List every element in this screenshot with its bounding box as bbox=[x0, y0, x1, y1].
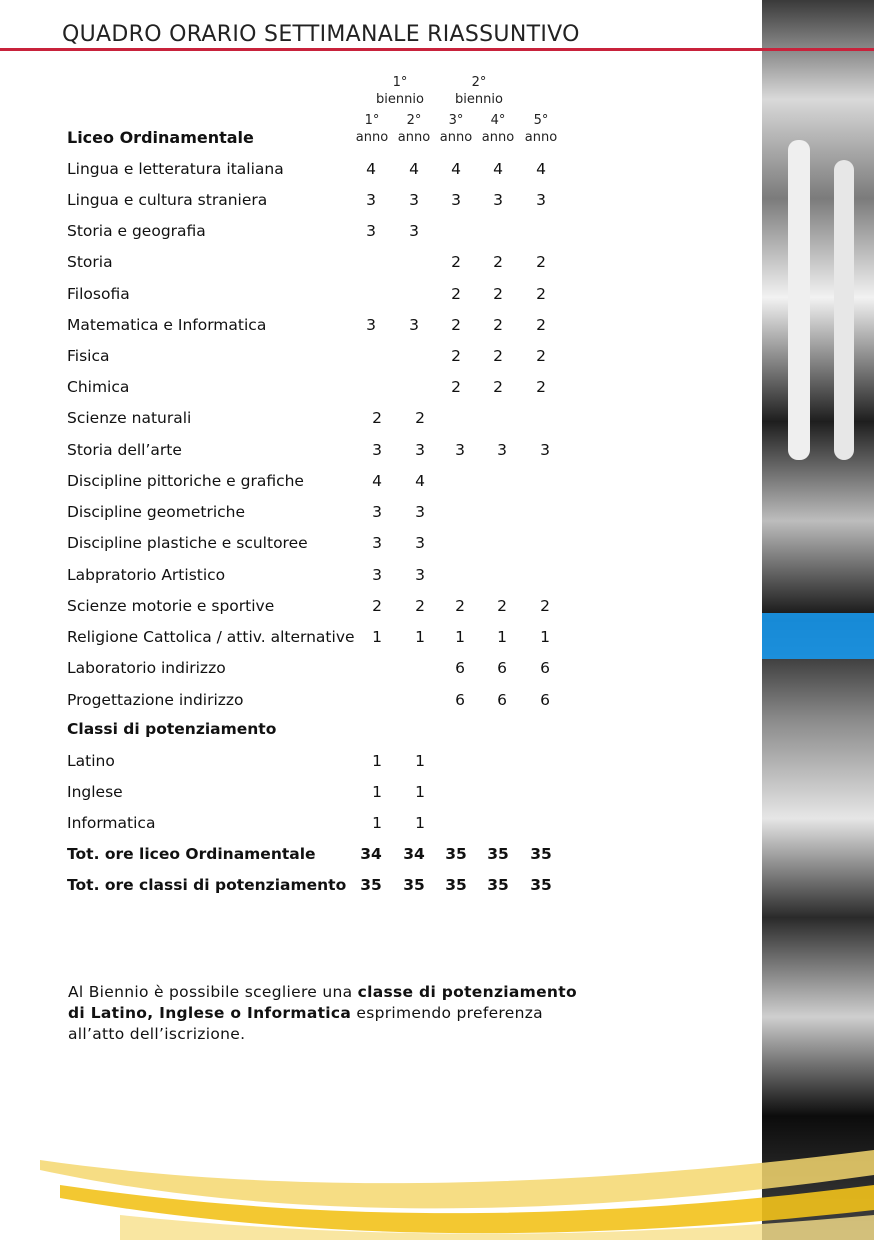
row-label: Classi di potenziamento bbox=[67, 720, 277, 738]
title-underline bbox=[0, 48, 874, 51]
row-label: Tot. ore classi di potenziamento bbox=[67, 876, 347, 894]
row-value-year-2: 1 bbox=[415, 814, 425, 832]
row-value-year-2: 2 bbox=[415, 597, 425, 615]
row-value-year-1: 3 bbox=[372, 503, 382, 521]
row-label: Laboratorio indirizzo bbox=[67, 659, 226, 677]
group-header-first-biennio bbox=[368, 74, 432, 108]
row-label: Discipline geometriche bbox=[67, 503, 246, 521]
row-label: Scienze motorie e sportive bbox=[67, 597, 275, 615]
row-value-year-5: 3 bbox=[536, 191, 546, 209]
column-header-word: anno bbox=[397, 130, 431, 145]
row-value-year-1: 3 bbox=[366, 316, 376, 334]
group-header-second-biennio bbox=[447, 74, 511, 108]
row-value-year-1: 4 bbox=[372, 472, 382, 490]
column-header-2 bbox=[396, 112, 432, 146]
biennio-note bbox=[68, 982, 588, 1045]
group-header-word: biennio bbox=[455, 92, 503, 107]
column-header-num: 2° bbox=[406, 113, 422, 128]
column-header-num: 3° bbox=[448, 113, 464, 128]
row-label: Inglese bbox=[67, 783, 123, 801]
column-header-1 bbox=[354, 112, 390, 146]
row-value-year-3: 35 bbox=[445, 845, 467, 863]
row-value-year-1: 1 bbox=[372, 783, 382, 801]
column-header-word: anno bbox=[524, 130, 558, 145]
row-value-year-2: 3 bbox=[415, 503, 425, 521]
row-value-year-2: 3 bbox=[415, 566, 425, 584]
column-header-3 bbox=[438, 112, 474, 146]
row-label: Storia dell’arte bbox=[67, 441, 182, 459]
row-value-year-3: 2 bbox=[451, 285, 461, 303]
table-section-label: Liceo Ordinamentale bbox=[67, 128, 254, 147]
row-value-year-4: 1 bbox=[497, 628, 507, 646]
column-header-5 bbox=[523, 112, 559, 146]
row-value-year-2: 34 bbox=[403, 845, 425, 863]
row-label: Tot. ore liceo Ordinamentale bbox=[67, 845, 316, 863]
row-value-year-3: 1 bbox=[455, 628, 465, 646]
row-value-year-3: 4 bbox=[451, 160, 461, 178]
row-value-year-4: 2 bbox=[493, 378, 503, 396]
row-label: Lingua e letteratura italiana bbox=[67, 160, 284, 178]
row-value-year-1: 2 bbox=[372, 409, 382, 427]
row-value-year-1: 2 bbox=[372, 597, 382, 615]
row-value-year-2: 1 bbox=[415, 628, 425, 646]
row-value-year-1: 4 bbox=[366, 160, 376, 178]
row-value-year-2: 2 bbox=[415, 409, 425, 427]
row-label: Lingua e cultura straniera bbox=[67, 191, 268, 209]
row-value-year-4: 2 bbox=[493, 285, 503, 303]
row-label: Labpratorio Artistico bbox=[67, 566, 226, 584]
row-value-year-5: 4 bbox=[536, 160, 546, 178]
row-label: Informatica bbox=[67, 814, 156, 832]
row-label: Discipline plastiche e scultoree bbox=[67, 534, 308, 552]
row-value-year-2: 3 bbox=[415, 534, 425, 552]
row-label: Religione Cattolica / attiv. alternative bbox=[67, 628, 355, 646]
row-value-year-3: 6 bbox=[455, 659, 465, 677]
row-value-year-3: 3 bbox=[451, 191, 461, 209]
column-header-word: anno bbox=[481, 130, 515, 145]
column-header-num: 5° bbox=[533, 113, 549, 128]
row-value-year-5: 35 bbox=[530, 876, 552, 894]
column-header-num: 1° bbox=[364, 113, 380, 128]
row-label: Scienze naturali bbox=[67, 409, 192, 427]
row-label: Discipline pittoriche e grafiche bbox=[67, 472, 304, 490]
row-value-year-3: 35 bbox=[445, 876, 467, 894]
row-value-year-4: 2 bbox=[493, 253, 503, 271]
row-value-year-2: 3 bbox=[415, 441, 425, 459]
row-value-year-2: 35 bbox=[403, 876, 425, 894]
note-text-part2: esprimendo preferenza all’atto dell’iscrizione. bbox=[68, 1004, 543, 1043]
row-value-year-3: 2 bbox=[451, 378, 461, 396]
row-value-year-5: 2 bbox=[540, 597, 550, 615]
note-text-bold: classe di potenziamento di Latino, Inglese o Informatica bbox=[68, 983, 577, 1022]
row-value-year-1: 3 bbox=[366, 222, 376, 240]
row-value-year-4: 6 bbox=[497, 659, 507, 677]
column-header-num: 4° bbox=[490, 113, 506, 128]
row-value-year-3: 6 bbox=[455, 691, 465, 709]
row-value-year-1: 3 bbox=[372, 566, 382, 584]
row-value-year-4: 3 bbox=[493, 191, 503, 209]
row-value-year-1: 1 bbox=[372, 814, 382, 832]
row-label: Latino bbox=[67, 752, 115, 770]
row-value-year-5: 2 bbox=[536, 285, 546, 303]
row-value-year-1: 1 bbox=[372, 628, 382, 646]
row-value-year-3: 2 bbox=[451, 347, 461, 365]
row-value-year-1: 35 bbox=[360, 876, 382, 894]
group-header-word: biennio bbox=[376, 92, 424, 107]
row-value-year-5: 6 bbox=[540, 691, 550, 709]
row-value-year-4: 35 bbox=[487, 876, 509, 894]
row-value-year-5: 3 bbox=[540, 441, 550, 459]
row-label: Chimica bbox=[67, 378, 130, 396]
row-value-year-2: 1 bbox=[415, 783, 425, 801]
column-header-word: anno bbox=[439, 130, 473, 145]
row-value-year-3: 2 bbox=[451, 316, 461, 334]
column-header-word: anno bbox=[355, 130, 389, 145]
note-text-part1: Al Biennio è possibile scegliere una bbox=[68, 983, 358, 1001]
row-value-year-4: 4 bbox=[493, 160, 503, 178]
row-label: Filosofia bbox=[67, 285, 130, 303]
row-value-year-2: 1 bbox=[415, 752, 425, 770]
row-value-year-2: 3 bbox=[409, 316, 419, 334]
row-value-year-4: 6 bbox=[497, 691, 507, 709]
group-header-num: 2° bbox=[471, 75, 487, 90]
row-value-year-1: 3 bbox=[372, 441, 382, 459]
row-value-year-4: 3 bbox=[497, 441, 507, 459]
row-value-year-5: 6 bbox=[540, 659, 550, 677]
row-value-year-4: 2 bbox=[493, 316, 503, 334]
row-value-year-3: 2 bbox=[455, 597, 465, 615]
page-title: QUADRO ORARIO SETTIMANALE RIASSUNTIVO bbox=[62, 22, 580, 47]
row-value-year-5: 2 bbox=[536, 316, 546, 334]
row-label: Progettazione indirizzo bbox=[67, 691, 244, 709]
column-header-4 bbox=[480, 112, 516, 146]
row-label: Storia bbox=[67, 253, 113, 271]
row-value-year-1: 3 bbox=[372, 534, 382, 552]
row-label: Fisica bbox=[67, 347, 110, 365]
row-value-year-5: 1 bbox=[540, 628, 550, 646]
row-value-year-4: 2 bbox=[493, 347, 503, 365]
row-value-year-3: 2 bbox=[451, 253, 461, 271]
row-value-year-5: 2 bbox=[536, 347, 546, 365]
row-value-year-4: 2 bbox=[497, 597, 507, 615]
row-value-year-1: 3 bbox=[366, 191, 376, 209]
row-value-year-5: 2 bbox=[536, 253, 546, 271]
row-value-year-3: 3 bbox=[455, 441, 465, 459]
row-label: Storia e geografia bbox=[67, 222, 206, 240]
row-value-year-4: 35 bbox=[487, 845, 509, 863]
group-header-num: 1° bbox=[392, 75, 408, 90]
row-value-year-1: 34 bbox=[360, 845, 382, 863]
row-value-year-2: 4 bbox=[409, 160, 419, 178]
row-value-year-2: 3 bbox=[409, 222, 419, 240]
row-value-year-2: 3 bbox=[409, 191, 419, 209]
row-value-year-1: 1 bbox=[372, 752, 382, 770]
row-value-year-5: 2 bbox=[536, 378, 546, 396]
row-label: Matematica e Informatica bbox=[67, 316, 267, 334]
row-value-year-2: 4 bbox=[415, 472, 425, 490]
row-value-year-5: 35 bbox=[530, 845, 552, 863]
